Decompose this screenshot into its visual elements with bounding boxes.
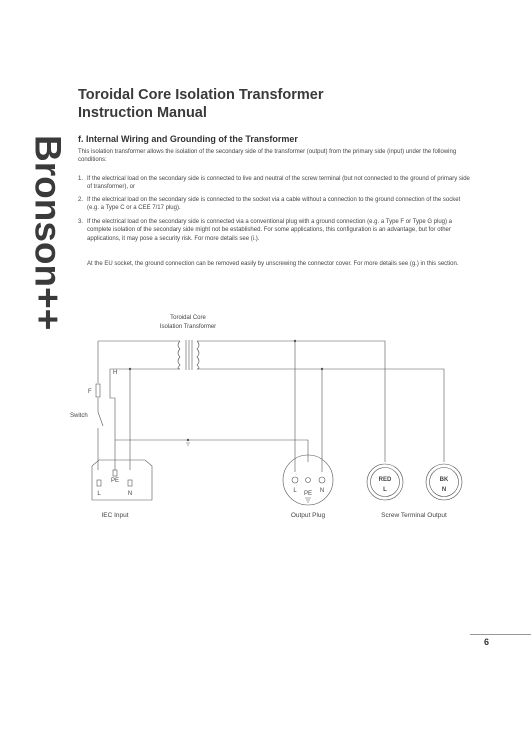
plug-socket-l (292, 477, 298, 483)
terminal-caption: Screw Terminal Output (381, 512, 447, 519)
switch-symbol (98, 412, 103, 426)
section-heading: f. Internal Wiring and Grounding of the Transformer (78, 134, 298, 144)
wire-secondary-top (197, 341, 385, 462)
switch-label: Switch (70, 413, 88, 419)
fuse-label: F (88, 389, 92, 395)
intro-paragraph: This isolation transformer allows the isolation of the secondary side of the transformer (output) from the primary side (input) under the following conditions: (78, 149, 457, 164)
title-line-1: Toroidal Core Isolation Transformer (78, 87, 324, 103)
fuse-symbol (96, 384, 100, 397)
plug-pe-label: PE (303, 491, 313, 497)
page-number: 6 (484, 637, 490, 647)
primary-winding (178, 341, 180, 369)
terminal-bk-name: BK (439, 477, 449, 483)
ground-symbol (305, 498, 311, 502)
transformer-label-2: Isolation Transformer (159, 324, 217, 330)
wire-h-down (110, 369, 118, 470)
note-paragraph: At the EU socket, the ground connection can be removed easily by unscrewing the connector cover. For more details see (g.) in this section. (87, 261, 459, 267)
junction-dot (294, 340, 296, 342)
secondary-winding (197, 341, 199, 369)
iec-pe-label: PE (110, 478, 120, 484)
list-item-text: If the electrical load on the secondary side is connected via a conventional plug with a ground connection (e.g. a Type F or Type G plug) a complete isolation of the secondary side might not be established. For some applications, this configuration is an advantage, but for other applications, it may pose a security risk. For more details see (i.). (87, 219, 453, 242)
terminal-red-sub: L (383, 487, 387, 493)
plug-l-label: L (293, 488, 297, 494)
junction-dot (321, 368, 323, 370)
terminal-bk-sub: N (441, 487, 447, 493)
iec-pin-l (97, 480, 101, 486)
iec-pin-pe (113, 470, 117, 476)
junction-dot (129, 368, 131, 370)
list-item-number: 2. (78, 197, 84, 203)
plug-n-label: N (319, 488, 325, 494)
junction-dot (187, 439, 189, 441)
list-item-number: 3. (78, 219, 84, 225)
output-plug-body (283, 455, 333, 505)
brand-name: Bronson++ (27, 135, 69, 331)
list-item-text: If the electrical load on the secondary side is connected to the socket via a cable without a connection to the ground connection of the socket (e.g. a Type C or a CEE 7/17 plug). (87, 197, 461, 212)
plug-ground-contact (306, 478, 311, 483)
ground-symbol (186, 443, 190, 445)
h-label: H (113, 370, 118, 376)
plug-caption: Output Plug (290, 512, 326, 519)
transformer-label-1: Toroidal Core (170, 315, 206, 321)
wire-secondary-bottom (197, 369, 444, 462)
iec-l-label: L (97, 491, 101, 497)
footer-divider (470, 634, 531, 635)
iec-n-label: N (127, 491, 133, 497)
iec-caption: IEC Input (101, 512, 129, 519)
list-item-text: If the electrical load on the secondary side is connected to live and neutral of the screw terminal (but not connected to the ground of primary side of transformer), or (87, 176, 470, 191)
iec-pin-n (128, 480, 132, 486)
list-item-number: 1. (78, 176, 84, 182)
title-line-2: Instruction Manual (78, 105, 207, 121)
terminal-red-name: RED (378, 477, 392, 483)
wire-ground (115, 440, 308, 462)
plug-socket-n (319, 477, 325, 483)
